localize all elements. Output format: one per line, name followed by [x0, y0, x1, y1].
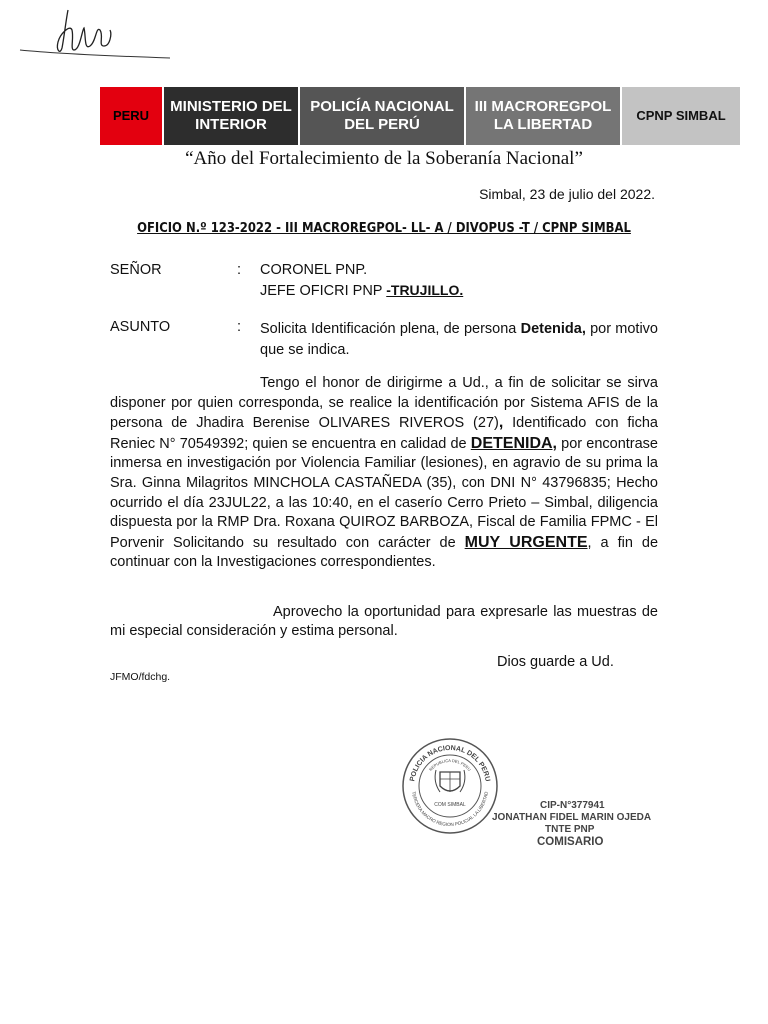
- asunto-label: ASUNTO: [110, 319, 171, 335]
- stamp-top-text: POLICIA NACIONAL DEL PERU: [409, 744, 491, 783]
- institutional-header-band: [100, 87, 740, 145]
- header-peru-label: PERU: [112, 108, 150, 123]
- asunto-text: [260, 319, 658, 361]
- stamp-center-text: COM SIMBAL: [434, 802, 466, 808]
- closing-text: Aprovecho la oportunidad para expresarle las muestras de mi especial consideración y estima personal.: [110, 604, 658, 639]
- header-macroregpol-line2: LA LIBERTAD: [493, 116, 593, 133]
- body-part2: Identificado con ficha Reniec N° 70549392; quien se encuentra en calidad de: [110, 415, 658, 452]
- header-policia-cell: [300, 87, 466, 145]
- body-detenida: DETENIDA,: [470, 434, 557, 452]
- senor-line2-city: -TRUJILLO.: [386, 282, 464, 298]
- senor-colon: :: [237, 262, 242, 278]
- senor-label: SEÑOR: [110, 262, 162, 278]
- header-cpnp-label: CPNP SIMBAL: [636, 108, 726, 123]
- header-macroregpol-line1: III MACROREGPOL: [474, 98, 612, 115]
- senor-line2-plain: JEFE OFICRI PNP: [260, 283, 387, 299]
- header-cpnp-cell: [622, 87, 740, 145]
- asunto-part2: por motivo que se indica.: [260, 321, 658, 358]
- header-ministerio-line2: INTERIOR: [195, 116, 267, 133]
- dios-guarde: Dios guarde a Ud.: [497, 654, 614, 670]
- header-policia-line2: DEL PERÚ: [344, 116, 420, 133]
- signature-rank: TNTE PNP: [545, 824, 595, 835]
- senor-line1: CORONEL PNP.: [260, 262, 368, 278]
- senor-line2: [260, 282, 463, 299]
- signature-post: COMISARIO: [537, 836, 604, 848]
- body-part4: , a fin de continuar con la Investigaciones correspondientes.: [110, 534, 659, 571]
- handwritten-signature: [0, 0, 180, 120]
- asunto-colon: :: [237, 319, 242, 335]
- body-part3: por encontrase inmersa en investigación por Violencia Familiar (lesiones), en agravio de su prima la Sra. Ginna Milagritos MINCHOLA CASTAÑEDA (35), con DNI N° 43796835; Hecho ocurrido el día 23JUL22, a las 10:40, en el caserío Cerro Prieto – Simbal, diligencia dispuesta por la RMP Dra. Roxana QUIROZ BARBOZA, Fiscal de Familia FPMC - El Porvenir Solicitando su resultado con carácter de: [110, 435, 658, 551]
- body-urgent: MUY URGENTE: [464, 533, 588, 551]
- header-ministerio-line1: MINISTERIO DEL: [170, 98, 292, 115]
- body-paragraph: [110, 374, 658, 573]
- signature-cip: CIP-N°377941: [540, 800, 605, 811]
- asunto-bold: Detenida,: [520, 321, 586, 337]
- asunto-part1: Solicita Identificación plena, de persona: [260, 321, 521, 337]
- police-stamp-seal: [400, 736, 500, 836]
- signature-name: JONATHAN FIDEL MARIN OJEDA: [492, 812, 652, 823]
- body-comma: ,: [498, 414, 504, 432]
- stamp-bottom-text: TERCERA MACRO REGION POLICIAL LA LIBERTAD: [411, 791, 489, 828]
- header-ministerio-cell: [164, 87, 300, 145]
- oficio-number: OFICIO N.º 123-2022 - III MACROREGPOL- LL- A / DIVOPUS -T / CPNP SIMBAL: [137, 220, 631, 236]
- date-line: Simbal, 23 de julio del 2022.: [479, 186, 655, 202]
- stamp-inner-text: REPUBLICA DEL PERU: [427, 757, 473, 772]
- coat-of-arms-icon: [435, 770, 465, 792]
- year-motto: “Año del Fortalecimiento de la Soberanía Nacional”: [185, 148, 583, 169]
- reference-initials: JFMO/fdchg.: [110, 671, 171, 683]
- closing-paragraph: [110, 603, 658, 641]
- header-policia-line1: POLICÍA NACIONAL: [310, 98, 454, 115]
- body-part1: Tengo el honor de dirigirme a Ud., a fin de solicitar se sirva disponer por quien corresponda, se realice la identificación por Sistema AFIS de la persona de Jhadira Berenise OLIVARES RIVEROS (27): [110, 375, 658, 432]
- header-macroregpol-cell: [466, 87, 622, 145]
